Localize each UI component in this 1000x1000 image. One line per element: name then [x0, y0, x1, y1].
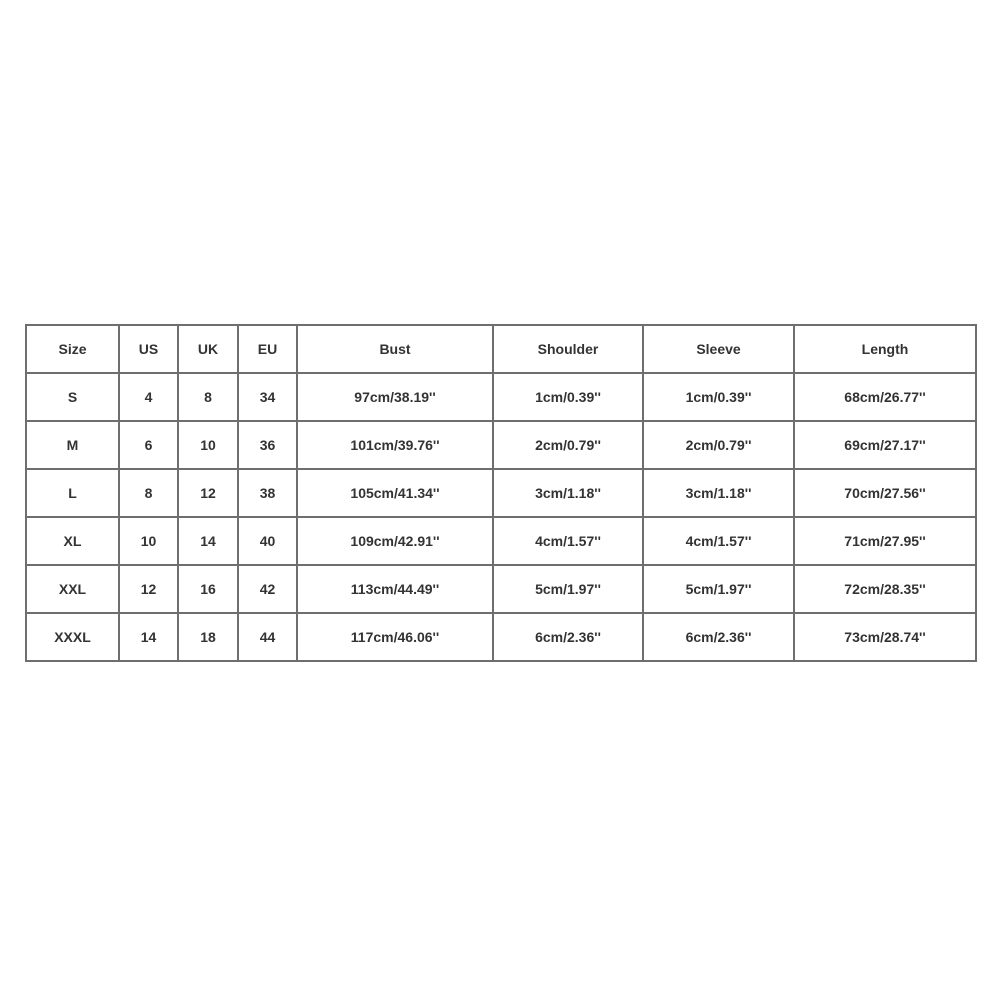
cell-bust: 105cm/41.34''	[297, 469, 493, 517]
cell-sleeve: 2cm/0.79''	[643, 421, 794, 469]
cell-bust: 117cm/46.06''	[297, 613, 493, 661]
table-row	[26, 421, 976, 469]
cell-size: M	[26, 421, 119, 469]
cell-shoulder: 5cm/1.97''	[493, 565, 643, 613]
cell-us: 12	[119, 565, 178, 613]
cell-size: XXXL	[26, 613, 119, 661]
cell-length: 72cm/28.35''	[794, 565, 976, 613]
cell-sleeve: 5cm/1.97''	[643, 565, 794, 613]
cell-sleeve: 6cm/2.36''	[643, 613, 794, 661]
cell-length: 70cm/27.56''	[794, 469, 976, 517]
header-sleeve: Sleeve	[643, 325, 794, 373]
header-uk: UK	[178, 325, 238, 373]
cell-shoulder: 6cm/2.36''	[493, 613, 643, 661]
table-row	[26, 469, 976, 517]
header-shoulder: Shoulder	[493, 325, 643, 373]
cell-us: 8	[119, 469, 178, 517]
table-row	[26, 373, 976, 421]
table-row	[26, 613, 976, 661]
header-bust: Bust	[297, 325, 493, 373]
table-row	[26, 517, 976, 565]
cell-sleeve: 4cm/1.57''	[643, 517, 794, 565]
cell-uk: 16	[178, 565, 238, 613]
cell-eu: 34	[238, 373, 297, 421]
cell-bust: 113cm/44.49''	[297, 565, 493, 613]
cell-sleeve: 3cm/1.18''	[643, 469, 794, 517]
cell-size: L	[26, 469, 119, 517]
cell-us: 4	[119, 373, 178, 421]
header-size: Size	[26, 325, 119, 373]
cell-uk: 10	[178, 421, 238, 469]
cell-bust: 97cm/38.19''	[297, 373, 493, 421]
table-row	[26, 565, 976, 613]
header-length: Length	[794, 325, 976, 373]
cell-us: 10	[119, 517, 178, 565]
cell-us: 14	[119, 613, 178, 661]
cell-shoulder: 3cm/1.18''	[493, 469, 643, 517]
table-header-row	[26, 325, 976, 373]
header-eu: EU	[238, 325, 297, 373]
cell-size: XXL	[26, 565, 119, 613]
cell-length: 71cm/27.95''	[794, 517, 976, 565]
cell-uk: 12	[178, 469, 238, 517]
cell-eu: 36	[238, 421, 297, 469]
cell-sleeve: 1cm/0.39''	[643, 373, 794, 421]
cell-size: S	[26, 373, 119, 421]
cell-eu: 38	[238, 469, 297, 517]
cell-uk: 14	[178, 517, 238, 565]
header-us: US	[119, 325, 178, 373]
cell-length: 73cm/28.74''	[794, 613, 976, 661]
cell-eu: 40	[238, 517, 297, 565]
cell-size: XL	[26, 517, 119, 565]
cell-uk: 18	[178, 613, 238, 661]
size-chart-table	[25, 324, 977, 662]
cell-length: 69cm/27.17''	[794, 421, 976, 469]
cell-eu: 42	[238, 565, 297, 613]
cell-shoulder: 4cm/1.57''	[493, 517, 643, 565]
cell-shoulder: 2cm/0.79''	[493, 421, 643, 469]
cell-length: 68cm/26.77''	[794, 373, 976, 421]
cell-bust: 101cm/39.76''	[297, 421, 493, 469]
cell-eu: 44	[238, 613, 297, 661]
cell-bust: 109cm/42.91''	[297, 517, 493, 565]
cell-shoulder: 1cm/0.39''	[493, 373, 643, 421]
cell-uk: 8	[178, 373, 238, 421]
cell-us: 6	[119, 421, 178, 469]
